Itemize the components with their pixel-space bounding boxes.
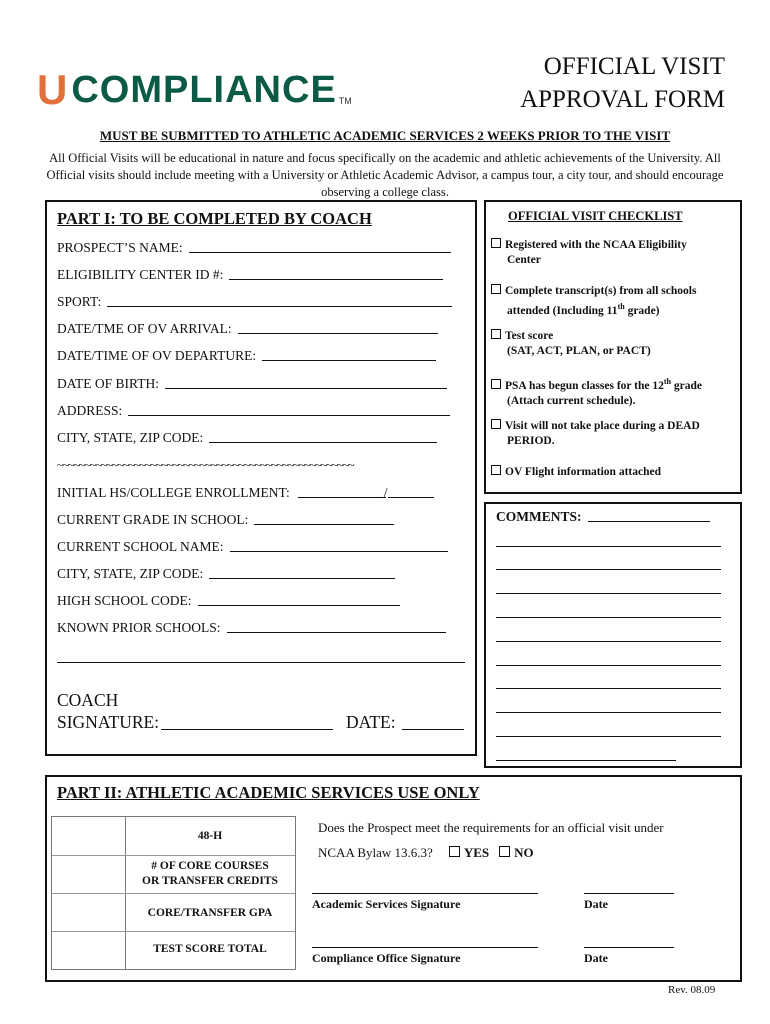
checkbox-icon[interactable] [491, 284, 501, 294]
departure-label: DATE/TIME OF OV DEPARTURE: [57, 348, 257, 363]
compliance-date-line[interactable] [584, 947, 674, 948]
checklist-item-flight[interactable] [491, 465, 661, 480]
address-label: ADDRESS: [57, 403, 123, 418]
arrival-field[interactable] [57, 321, 438, 337]
departure-field[interactable] [57, 348, 436, 364]
checklist-item-text-2: attended (Including 11 [507, 304, 618, 317]
dob-label: DATE OF BIRTH: [57, 376, 159, 391]
comment-line[interactable] [496, 546, 721, 547]
checklist-item-test-score[interactable] [491, 329, 651, 359]
yes-option[interactable] [449, 845, 489, 861]
prior-schools-label: KNOWN PRIOR SCHOOLS: [57, 620, 221, 635]
checkbox-icon[interactable] [449, 846, 460, 857]
superscript: th [617, 302, 625, 311]
coach-signature-label: SIGNATURE: [57, 712, 160, 732]
section-separator: ~~~~~~~~~~~~~~~~~~~~~~~~~~~~~~~~~~~~~~~~~~~~~~~~~~~~~~ [57, 458, 354, 472]
current-grade-label: CURRENT GRADE IN SCHOOL: [57, 512, 249, 527]
comment-line[interactable] [496, 736, 721, 737]
checklist-item-text-3: grade [671, 379, 702, 392]
checklist-item-text-2: PERIOD. [507, 435, 555, 447]
checklist-item-text: PSA has begun classes for the 12 [505, 379, 664, 392]
coach-date-label: DATE: [346, 712, 396, 732]
coach-label: COACH [57, 690, 119, 710]
no-option[interactable] [499, 845, 534, 861]
coach-signature-field[interactable] [57, 712, 333, 733]
academic-date-label: Date [584, 897, 608, 911]
comment-line[interactable] [496, 665, 721, 666]
checklist-item-text-3: grade) [624, 304, 660, 317]
enrollment-field[interactable] [57, 485, 434, 501]
comment-line[interactable] [496, 641, 721, 642]
prior-schools-line2[interactable] [57, 662, 465, 663]
checklist-item-dead-period[interactable] [491, 419, 700, 449]
sport-label: SPORT: [57, 294, 102, 309]
hs-code-field[interactable] [57, 593, 400, 609]
checkbox-icon[interactable] [491, 465, 501, 475]
part1-box [45, 200, 477, 756]
checklist-item-transcript[interactable] [491, 284, 696, 319]
comments-box [484, 502, 742, 768]
academic-date-line[interactable] [584, 893, 674, 894]
part1-heading: PART I: TO BE COMPLETED BY COACH [57, 209, 372, 228]
form-title [470, 50, 725, 116]
submission-notice: MUST BE SUBMITTED TO ATHLETIC ACADEMIC SERVICES 2 WEEKS PRIOR TO THE VISIT [99, 128, 671, 143]
bylaw-text: NCAA Bylaw 13.6.3? [318, 845, 433, 860]
table-label-core-courses-2: OR TRANSFER CREDITS [142, 875, 278, 887]
hs-code-label: HIGH SCHOOL CODE: [57, 593, 192, 608]
logo-trademark: TM [338, 96, 352, 106]
eligibility-id-label: ELIGIBILITY CENTER ID #: [57, 267, 224, 282]
comment-line[interactable] [496, 688, 721, 689]
compliance-signature-line[interactable] [312, 947, 538, 948]
table-label-core-courses-1: # OF CORE COURSES [151, 860, 269, 872]
prior-schools-field[interactable] [57, 620, 446, 636]
yes-label: YES [463, 845, 490, 860]
no-label: NO [514, 845, 534, 860]
checklist-item-text-2: (Attach current schedule). [507, 394, 636, 407]
school-name-label: CURRENT SCHOOL NAME: [57, 539, 224, 554]
comment-line[interactable] [496, 760, 676, 761]
superscript: th [663, 377, 672, 386]
checklist-item-text-2: (SAT, ACT, PLAN, or PACT) [507, 345, 651, 357]
school-name-field[interactable] [57, 539, 448, 555]
school-city-label: CITY, STATE, ZIP CODE: [57, 566, 204, 581]
enrollment-label: INITIAL HS/COLLEGE ENROLLMENT: [57, 485, 290, 500]
city-state-zip-field[interactable] [57, 430, 437, 446]
city-state-zip-label: CITY, STATE, ZIP CODE: [57, 430, 204, 445]
sport-field[interactable] [57, 294, 452, 310]
checklist-item-text: Complete transcript(s) from all schools [505, 285, 697, 297]
address-field[interactable] [57, 403, 450, 419]
prospect-name-label: PROSPECT’S NAME: [57, 240, 183, 255]
current-grade-field[interactable] [57, 512, 394, 528]
enrollment-slash: / [383, 485, 388, 500]
academic-signature-label: Academic Services Signature [312, 897, 461, 911]
checklist-item-text: Test score [505, 330, 554, 342]
prospect-name-field[interactable] [57, 240, 451, 256]
comment-line[interactable] [496, 712, 721, 713]
comment-line[interactable] [496, 593, 721, 594]
checklist-item-text: OV Flight information attached [505, 466, 661, 478]
comment-line[interactable] [496, 617, 721, 618]
academic-signature-line[interactable] [312, 893, 538, 894]
comment-line[interactable] [496, 569, 721, 570]
table-label-gpa: CORE/TRANSFER GPA [147, 907, 273, 919]
checkbox-icon[interactable] [491, 238, 501, 248]
logo-u: U [37, 66, 66, 113]
checkbox-icon[interactable] [491, 379, 501, 389]
table-label-core-courses [126, 859, 294, 889]
checklist-item-text-2: Center [507, 254, 541, 266]
checkbox-icon[interactable] [491, 419, 501, 429]
checklist-item-registered[interactable] [491, 238, 687, 268]
checkbox-icon[interactable] [491, 329, 501, 339]
compliance-date-label: Date [584, 951, 608, 965]
table-label-48h: 48-H [197, 830, 223, 842]
comments-label: COMMENTS: [496, 509, 582, 524]
checklist-item-psa[interactable] [491, 374, 702, 409]
table-label-test-score: TEST SCORE TOTAL [153, 943, 267, 955]
form-title-line2: APPROVAL FORM [520, 86, 725, 113]
eligibility-question: Does the Prospect meet the requirements for an official visit under [318, 820, 664, 835]
checklist-item-text: Registered with the NCAA Eligibility [505, 239, 687, 251]
checkbox-icon[interactable] [499, 846, 510, 857]
dob-field[interactable] [57, 376, 447, 392]
compliance-signature-label: Compliance Office Signature [312, 951, 461, 965]
coach-date-field[interactable] [346, 712, 464, 733]
logo-wordmark: COMPLIANCE [71, 69, 337, 111]
checklist-title: OFFICIAL VISIT CHECKLIST [508, 209, 683, 223]
intro-paragraph: All Official Visits will be educational in nature and focus specifically on the academic and athletic achievements of the University. All Official visits should include meeting with a University or Athletic Academic Advisor, a campus tour, a city tour, and should encourage observing a college class. [46, 151, 724, 199]
form-title-line1: OFFICIAL VISIT [543, 53, 725, 80]
comments-field[interactable] [496, 509, 710, 525]
arrival-label: DATE/TME OF OV ARRIVAL: [57, 321, 232, 336]
academic-data-table [51, 816, 296, 970]
school-city-field[interactable] [57, 566, 395, 582]
checklist-item-text: Visit will not take place during a DEAD [505, 420, 700, 432]
eligibility-question-line2 [318, 845, 534, 861]
part2-heading: PART II: ATHLETIC ACADEMIC SERVICES USE ONLY [57, 783, 480, 802]
eligibility-id-field[interactable] [57, 267, 443, 283]
revision-label: Rev. 08.09 [668, 984, 716, 996]
u-compliance-logo [37, 66, 352, 113]
